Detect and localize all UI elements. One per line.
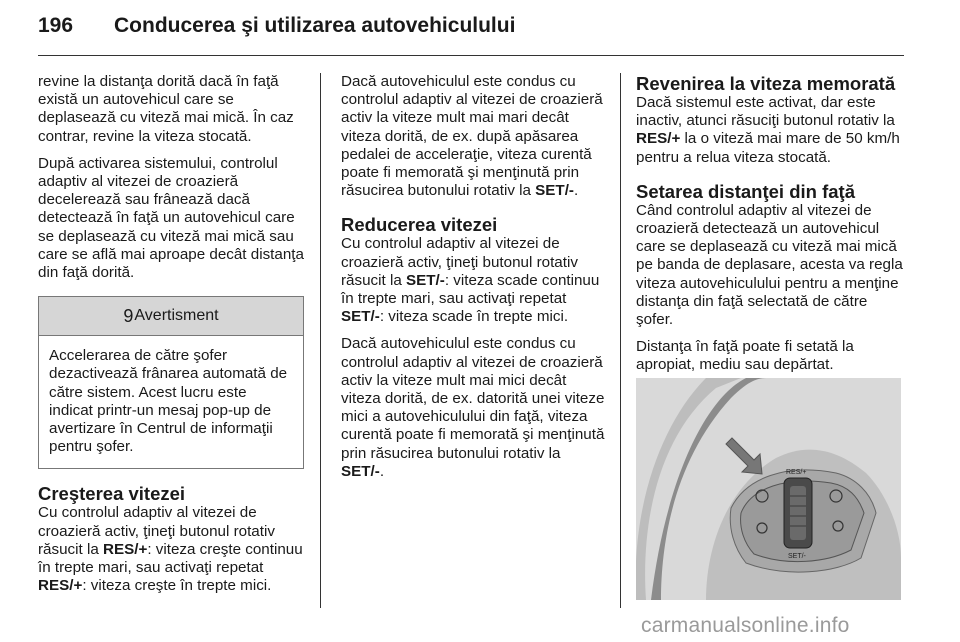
paragraph: După activarea sistemului, controlul adaptiv al vitezei de croazieră decelerează sau frânează dacă detectează în faţă un autovehicul care se deplasează cu viteză mai mică sau care se află mai aproape decât distanţa din faţă dorită. [38, 154, 304, 282]
steering-wheel-illustration [636, 378, 901, 600]
paragraph: Cu controlul adaptiv al vitezei de croazieră activ, ţineţi butonul rotativ răsucit la RES/+: viteza creşte continuu în trepte mari, sau activaţi repetat RES/+: viteza creşte în trepte mici. [38, 504, 303, 595]
page-number: 196 [38, 14, 74, 37]
header-rule [38, 55, 904, 56]
warning-triangle-icon: 9 [123, 306, 134, 327]
paragraph: revine la distanţa dorită dacă în faţă există un autovehicul care se deplasează cu viteză mai mică. În caz contrar, revine la viteza stocată. [38, 73, 294, 145]
paragraph: Distanţa în faţă poate fi setată la apropiat, mediu sau depărtat. [636, 338, 854, 374]
warning-header [39, 297, 303, 336]
column-divider [620, 73, 621, 608]
warning-title: Avertisment [134, 307, 219, 325]
paragraph: Cu controlul adaptiv al vitezei de croazieră activ, ţineţi butonul rotativ răsucit la SET/-: viteza scade continuu în trepte mari, sau activaţi repetat SET/-: viteza scade în trepte mici. [341, 235, 600, 326]
column-3 [636, 73, 904, 384]
column-2 [341, 73, 606, 490]
page-header [38, 14, 515, 38]
warning-text: Accelerarea de către şofer dezactivează frânarea automată de către sistem. Acest lucru este indicat printr-un mesaj pop-up de avertizare în Centrul de informaţii pentru şofer. [49, 347, 288, 456]
warning-box [38, 296, 304, 469]
paragraph: Dacă sistemul este activat, dar este inactiv, atunci răsuciţi butonul rotativ la RES/+ la o viteză mai mare de 50 km/h pentru a relua viteza stocată. [636, 94, 900, 166]
steering-wheel-drawing [636, 378, 901, 600]
column-divider [320, 73, 321, 608]
column-1 [38, 73, 304, 604]
set-label: SET/- [788, 553, 806, 560]
section-heading: Revenirea la viteza memorată [636, 73, 896, 94]
res-label: RES/+ [786, 469, 807, 476]
watermark: carmanualsonline.info [641, 614, 850, 637]
paragraph: Dacă autovehiculul este condus cu controlul adaptiv al vitezei de croazieră activ la viteze mult mai mici decât viteza dorită, de ex. datorită unei viteze mici a autovehiculului din faţă, viteza curentă poate fi memorată şi menţinută prin răsucirea butonului rotativ la SET/-. [341, 335, 605, 480]
paragraph: Dacă autovehiculul este condus cu controlul adaptiv al vitezei de croazieră activ la viteze mult mai mari decât viteza dorită, de ex. după apăsarea pedalei de acceleraţie, viteza curentă poate fi memorată şi menţinută prin răsucirea butonului rotativ la SET/-. [341, 73, 603, 200]
section-heading: Reducerea vitezei [341, 214, 498, 236]
section-heading: Setarea distanţei din faţă [636, 180, 855, 202]
page-title: Conducerea şi utilizarea autovehiculului [114, 14, 516, 37]
section-heading: Creşterea vitezei [38, 483, 186, 505]
paragraph: Când controlul adaptiv al vitezei de croazieră detectează un autovehicul care se deplasează cu viteză mai mică pe banda de deplasare, acesta va regla viteza autovehiculului pentru a menţine distanţa din faţă selectată de către şofer. [636, 201, 903, 329]
